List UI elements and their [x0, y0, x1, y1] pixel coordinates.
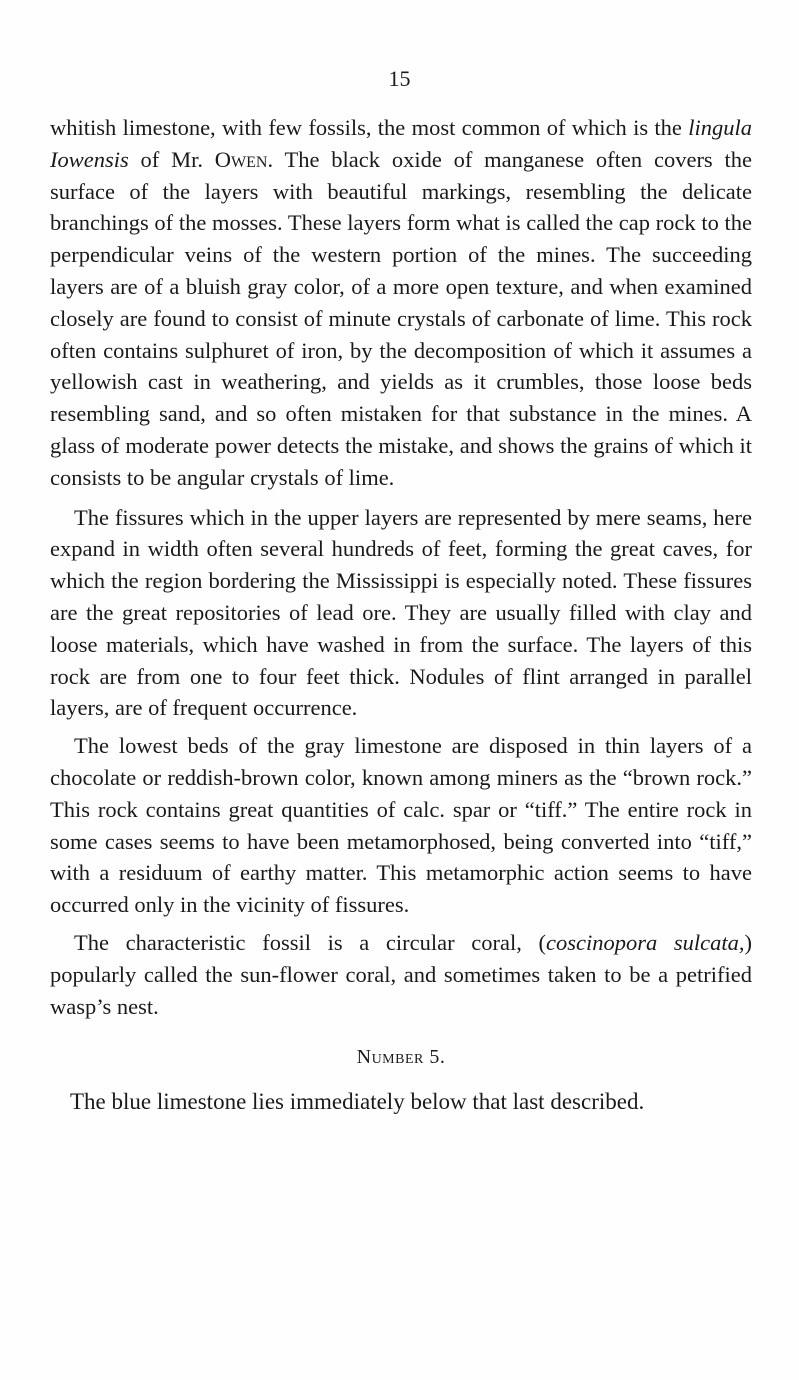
- text-segment: The characteristic fossil is a circular coral, (: [74, 929, 546, 955]
- species-name: lingula Iowensis: [50, 115, 752, 172]
- page-number: 15: [388, 66, 411, 91]
- closing-line: The blue limestone lies immediately below that last described.: [70, 1089, 645, 1115]
- author-name: Owen: [214, 146, 268, 172]
- section-heading-text: Number 5.: [356, 1046, 446, 1069]
- species-name: coscinopora sulcata,: [545, 929, 745, 955]
- text-segment: The fissures which in the upper layers are represented by mere seams, here expand in width often several hundreds of feet, forming the great caves, for which the region bordering the Mississippi is especially noted. These fissures are the great repositories of lead ore. They are usually filled with clay and loose materials, which have washed in from the surface. The layers of this rock are from one to four feet thick. Nodules of flint arranged in parallel layers, are of frequent occurrence.: [50, 504, 752, 721]
- paragraph-4: [50, 927, 752, 1022]
- section-heading: [50, 1042, 752, 1074]
- paragraph-1: [50, 112, 752, 494]
- text-segment: of Mr.: [128, 146, 215, 172]
- text-segment: whitish limestone, with few fossils, the most common of which is the: [50, 115, 689, 140]
- text-segment: The lowest beds of the gray limestone are disposed in thin layers of a chocolate or reddish-brown color, known among miners as the “brown rock.” This rock contains great quantities of calc. spar or “tiff.” The entire rock in some cases seems to have been metamorphosed, being converted into “tiff,” with a residuum of earthy matter. This metamorphic action seems to have occurred only in the vicinity of fissures.: [50, 733, 752, 918]
- body-text: [50, 112, 752, 1124]
- paragraph-3: [50, 730, 752, 921]
- paragraph-2: [50, 502, 752, 725]
- text-segment: . The black oxide of manganese often covers the surface of the layers with beautiful markings, resembling the delicate branchings of the mosses. These layers form what is called the cap rock to the perpendicular veins of the western portion of the mines. The succeeding layers are of a bluish gray color, of a more open texture, and when examined closely are found to consist of minute crystals of carbonate of lime. This rock often contains sulphuret of iron, by the decomposition of which it assumes a yellowish cast in weathering, and yields as it crumbles, those loose beds resembling sand, and so often mistaken for that substance in the mines. A glass of moderate power detects the mistake, and shows the grains of which it consists to be angular crystals of lime.: [50, 146, 752, 490]
- text-segment: ) popularly called the sun-flower coral, and sometimes taken to be a petrified wasp’s nest.: [50, 929, 752, 1019]
